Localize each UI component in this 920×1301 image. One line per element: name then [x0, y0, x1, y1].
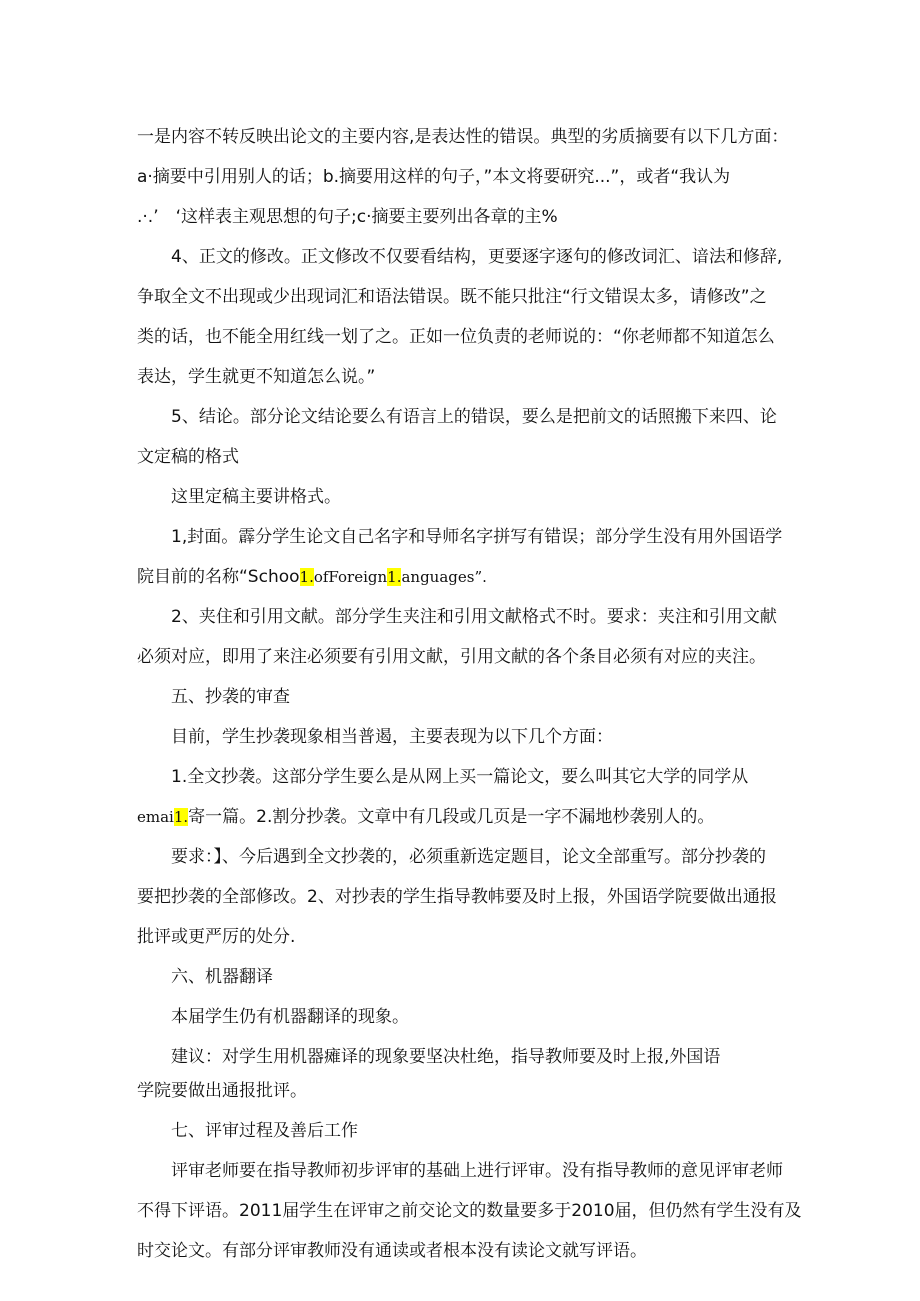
section-heading: 七、评审过程及善后工作 — [171, 1121, 358, 1141]
paragraph-line: 4、正文的修改。正文修改不仅要看结构，更要逐字逐句的修改词汇、谙法和修辞, — [171, 247, 783, 267]
paragraph-line: 建议：对学生用机器瘫译的现象要坚决杜绝，指导教师要及时上报,外国语 — [171, 1047, 721, 1067]
paragraph-line: 评审老师要在指导教师初步评审的基础上进行评审。没有指导教师的意见评审老师 — [171, 1161, 783, 1181]
section-heading: 五、抄袭的审查 — [171, 687, 290, 707]
paragraph-line: 要把抄袭的全部修改。2、对抄表的学生指导教帏要及时上报，外国语学院要做出通报 — [137, 887, 777, 907]
paragraph-line: 1,封面。霹分学生论文自己名字和导师名字拼写有错误；部分学生没有用外国语学 — [171, 527, 783, 547]
paragraph-line: 1.全文抄袭。这部分学生要么是从网上买一篇论文，要么叫其它大学的同学从 — [171, 767, 749, 787]
paragraph-line: 文定稿的格式 — [137, 447, 239, 467]
highlighted-text: 1. — [387, 568, 402, 586]
paragraph-line — [137, 564, 787, 590]
paragraph-line: 2、夹住和引用文献。部分学生夹注和引用文献格式不时。要求：夹注和引用文献 — [171, 607, 777, 627]
paragraph-line: 类的话，也不能全用红线一划了之。正如一位负责的老师说的：“你老师都不知道怎么 — [137, 327, 775, 347]
paragraph-line: 一是内容不转反映出论文的主要内容,是表达性的错误。典型的劣质摘要有以下几方面： — [137, 127, 789, 147]
line-text: 寄一篇。2.割分抄袭。文章中有几段或几页是一字不漏地杪袭别人的。 — [188, 807, 715, 827]
line-text: ofForeign — [313, 568, 388, 586]
paragraph-line: 这里定稿主要讲格式。 — [171, 487, 341, 507]
paragraph-line: 本届学生仍有机器翻译的现象。 — [171, 1007, 409, 1027]
paragraph-line — [137, 804, 787, 830]
paragraph-line: 要求：】、今后遇到全文抄袭的，必须重新选定题目，论文全部重写。部分抄袭的 — [171, 847, 766, 867]
highlighted-text: 1. — [299, 568, 314, 586]
paragraph-line: .·.’ ‘这样表主观思想的句子;c·摘要主要列出各章的主% — [137, 207, 558, 227]
paragraph-line: 5、结论。部分论文结论要么有语言上的错误，要么是把前文的话照搬下来四、论 — [171, 407, 777, 427]
paragraph-line: 必须对应，即用了来注必须要有引用文献，引用文献的各个条目必须有对应的夹注。 — [137, 647, 766, 667]
document-body — [137, 124, 802, 1264]
line-text: anguages”. — [401, 568, 487, 586]
paragraph-line: a·摘要中引用别人的话；b.摘要用这样的句子，”本文将要研究...”，或者“我认为 — [137, 167, 731, 187]
line-text: 院目前的名称“Schoo — [137, 567, 300, 587]
paragraph-line: 表达，学生就更不知道怎么说。” — [137, 367, 376, 387]
paragraph-line: 争取全文不出现或少出现词汇和语法错误。既不能只批注“行文错误太多，请修改”之 — [137, 287, 767, 307]
section-heading: 六、机器翻译 — [171, 967, 273, 987]
paragraph-line: 不得下评语。2011届学生在评审之前交论文的数量要多于2010届，但仍然有学生没有及 — [137, 1201, 802, 1221]
highlighted-text: 1. — [173, 808, 189, 826]
paragraph-line: 批评或更严厉的处分. — [137, 927, 296, 947]
line-text: emai — [137, 808, 174, 826]
paragraph-line: 时交论文。有部分评审教师没有通读或者根本没有读论文就写评语。 — [137, 1241, 647, 1261]
paragraph-line: 目前，学生抄袭现象相当普遏，主要表现为以下几个方面： — [171, 727, 613, 747]
paragraph-line: 学院要做出通报批评。 — [137, 1081, 307, 1101]
